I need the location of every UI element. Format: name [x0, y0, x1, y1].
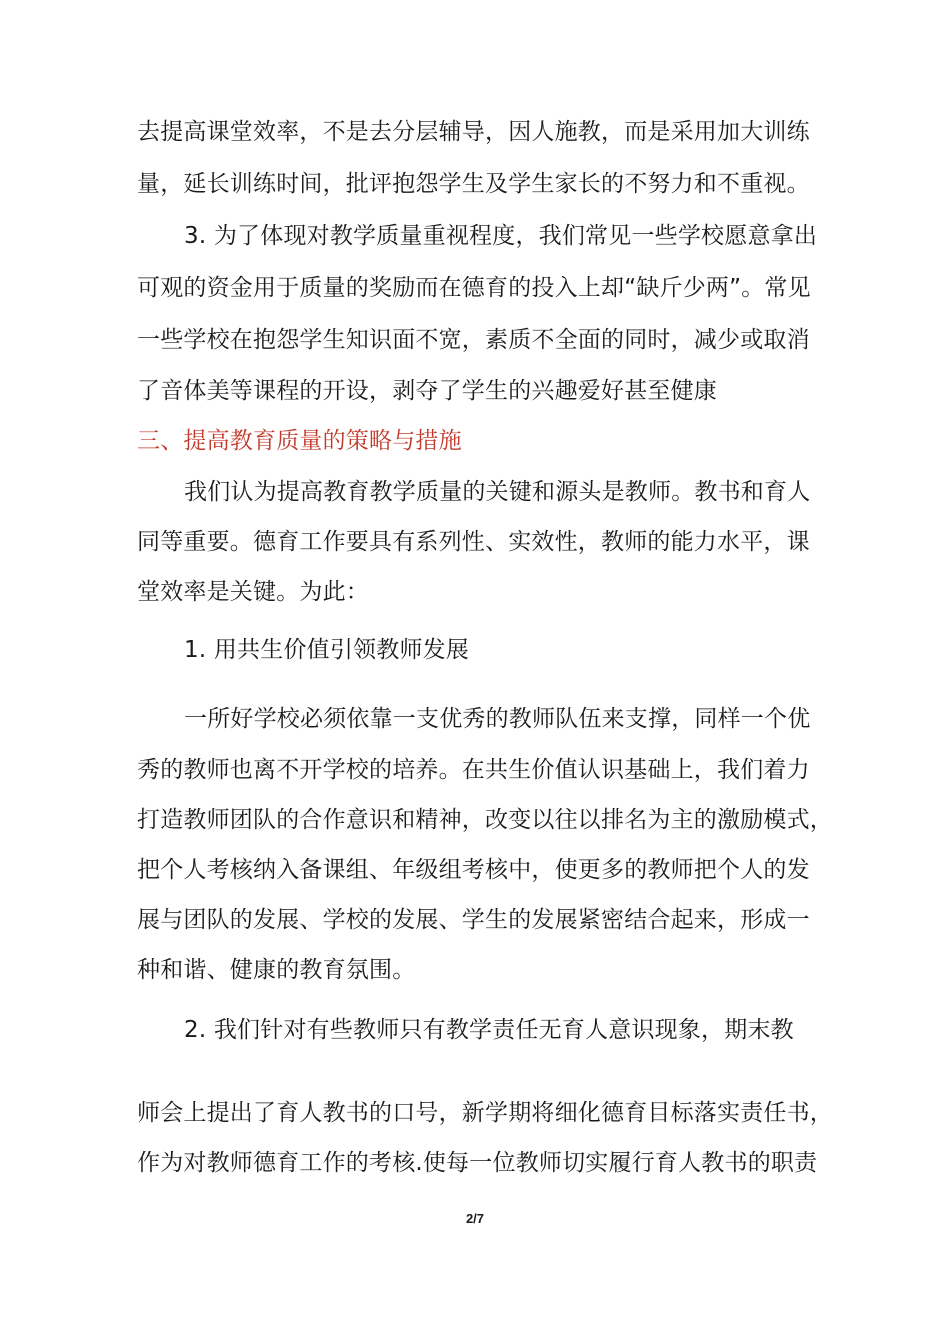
item-2-line-1: 2. 我们针对有些教师只有教学责任无育人意识现象，期末教 — [184, 1017, 794, 1043]
item-2-line-2: 师会上提出了育人教书的口号，新学期将细化德育目标落实责任书， — [137, 1100, 833, 1126]
paragraph-1-line-1: 一所好学校必须依靠一支优秀的教师队伍来支撑，同样一个优 — [184, 706, 811, 732]
intro-paragraph-line-3: 堂效率是关键。为此： — [137, 579, 369, 605]
item-2-line-3: 作为对教师德育工作的考核.使每一位教师切实履行育人教书的职责 — [137, 1150, 818, 1176]
subheading-1: 1. 用共生价值引领教师发展 — [184, 637, 470, 663]
paragraph-1-line-3: 打造教师团队的合作意识和精神，改变以往以排名为主的激励模式， — [137, 807, 833, 833]
body-line-2: 量，延长训练时间，批评抱怨学生及学生家长的不努力和不重视。 — [137, 171, 810, 197]
list-item-3-line-4: 了音体美等课程的开设，剥夺了学生的兴趣爱好甚至健康 — [137, 378, 717, 404]
paragraph-1-line-4: 把个人考核纳入备课组、年级组考核中，使更多的教师把个人的发 — [137, 857, 810, 883]
list-item-3-line-2: 可观的资金用于质量的奖励而在德育的投入上却“缺斤少两”。常见 — [137, 275, 811, 301]
page-number: 2/7 — [465, 1211, 485, 1226]
section-heading: 三、提高教育质量的策略与措施 — [137, 428, 462, 454]
list-item-3-line-3: 一些学校在抱怨学生知识面不宽，素质不全面的同时，减少或取消 — [137, 327, 810, 353]
paragraph-1-line-6: 种和谐、健康的教育氛围。 — [137, 957, 416, 983]
paragraph-1-line-2: 秀的教师也离不开学校的培养。在共生价值认识基础上，我们着力 — [137, 757, 810, 783]
body-line-1: 去提高课堂效率，不是去分层辅导，因人施教，而是采用加大训练 — [137, 119, 810, 145]
intro-paragraph-line-2: 同等重要。德育工作要具有系列性、实效性，教师的能力水平，课 — [137, 529, 810, 555]
paragraph-1-line-5: 展与团队的发展、学校的发展、学生的发展紧密结合起来，形成一 — [137, 907, 810, 933]
intro-paragraph-line-1: 我们认为提高教育教学质量的关键和源头是教师。教书和育人 — [184, 479, 811, 505]
list-item-3-line-1: 3. 为了体现对教学质量重视程度，我们常见一些学校愿意拿出 — [184, 223, 818, 249]
